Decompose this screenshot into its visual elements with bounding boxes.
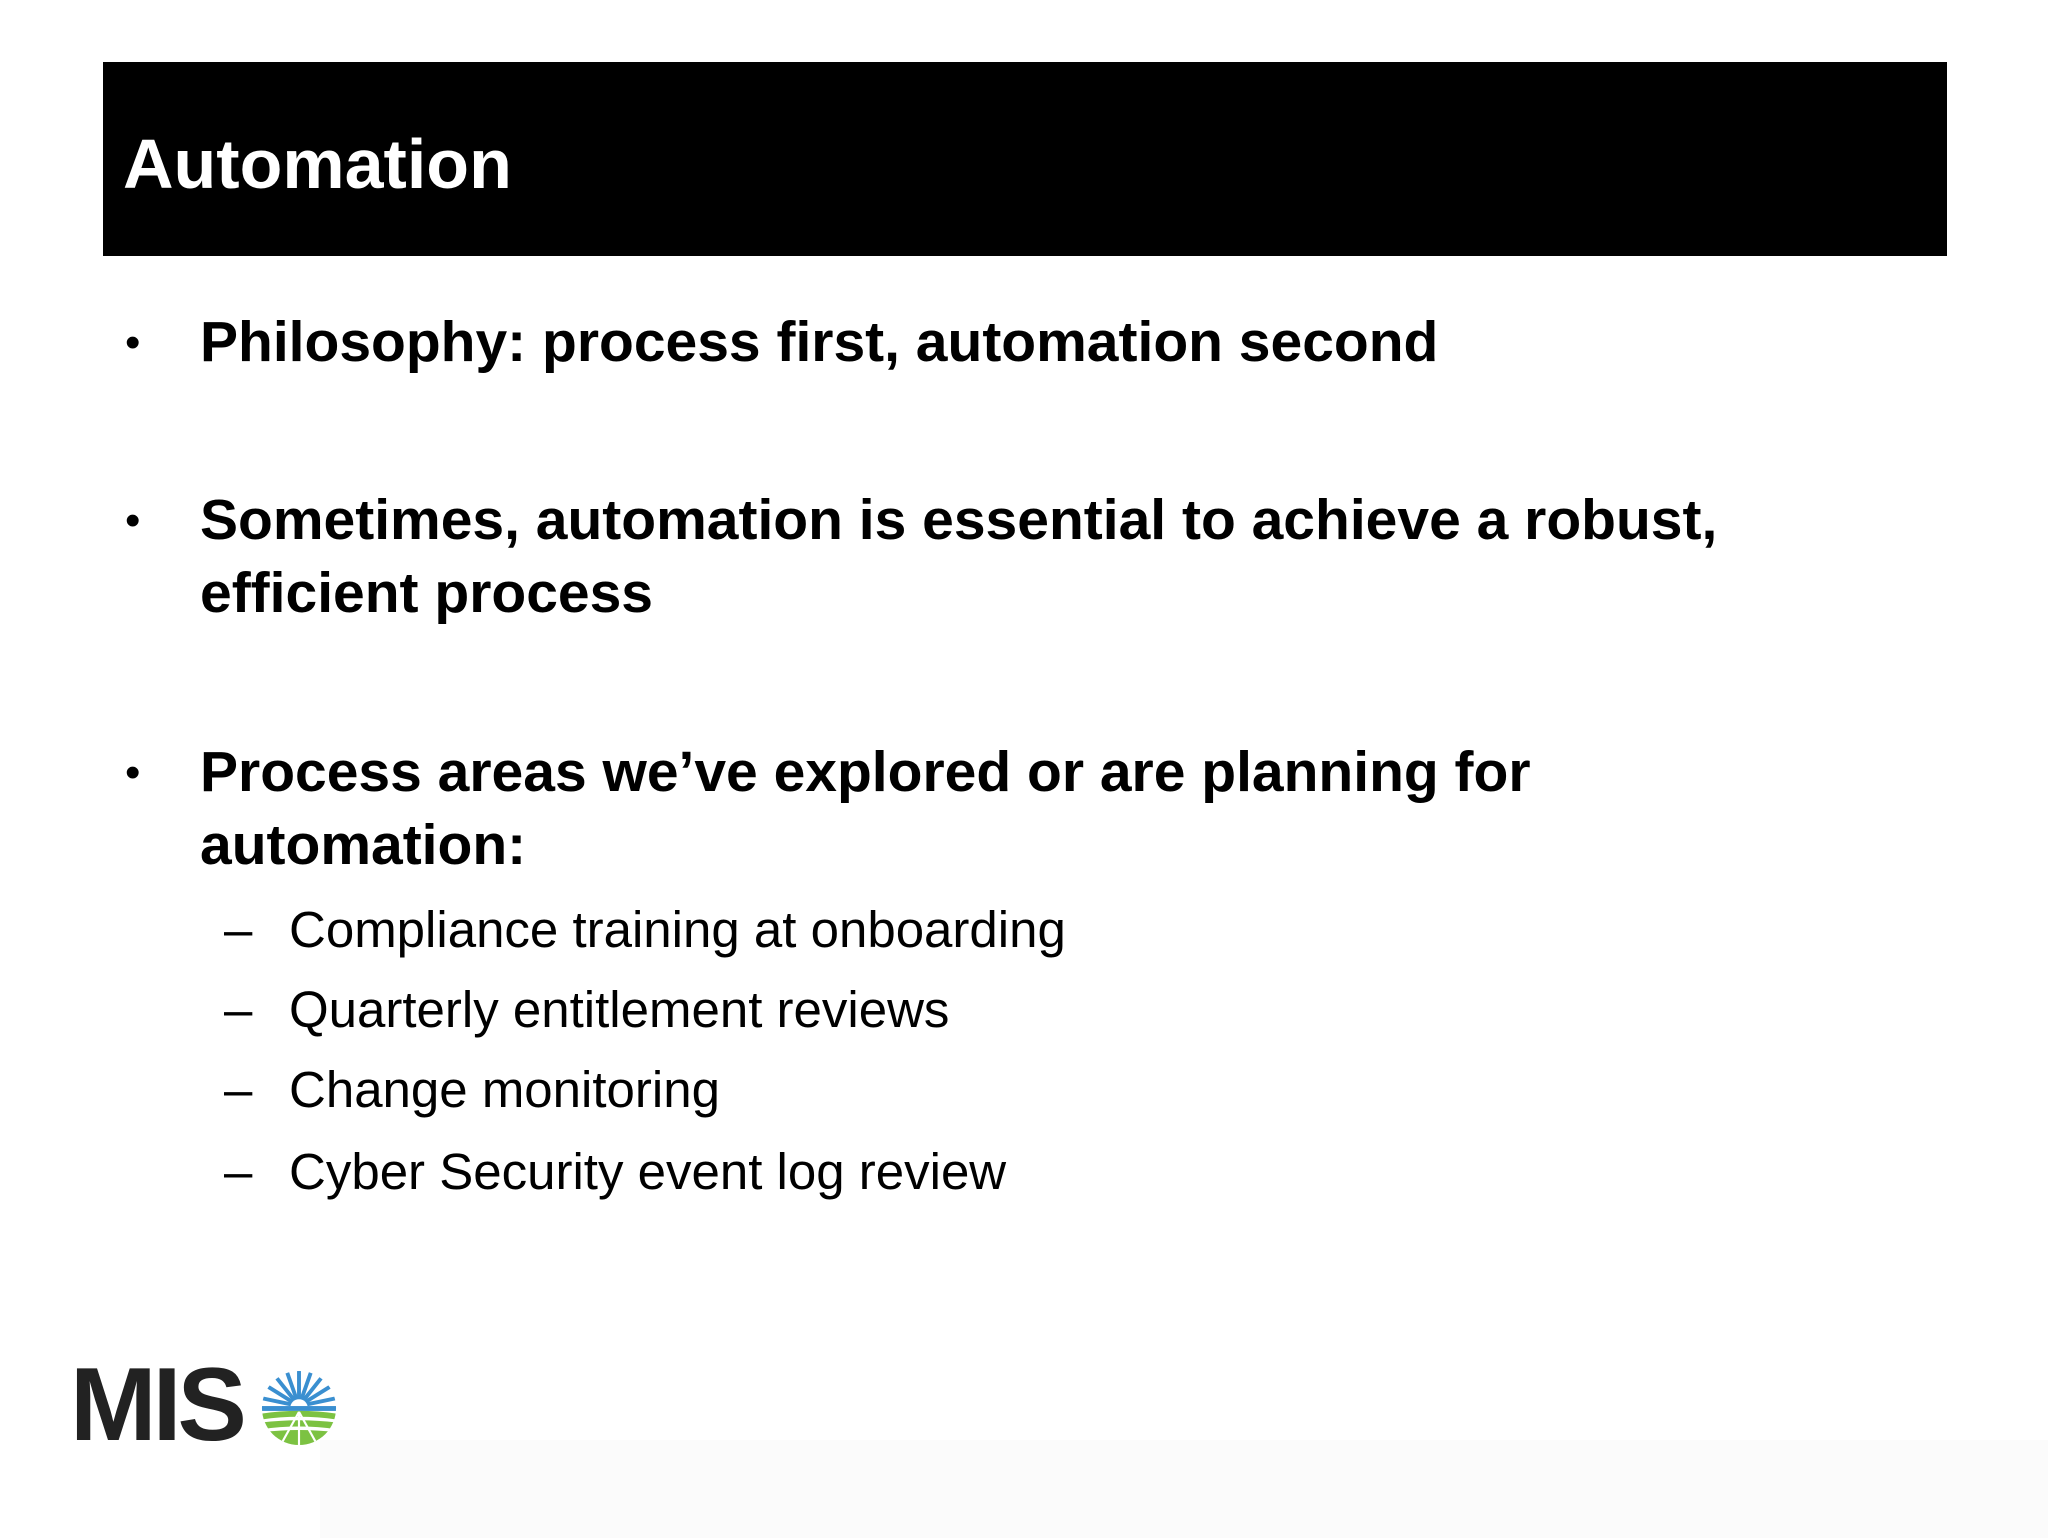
sub-marker: – <box>224 981 253 1038</box>
bullet-item <box>125 306 1925 379</box>
sunburst-globe-icon <box>260 1369 338 1447</box>
slide-title: Automation <box>123 125 512 203</box>
sub-marker: – <box>224 1143 253 1200</box>
bullet-text: Philosophy: process first, automation second <box>200 310 1439 374</box>
miso-logo <box>70 1347 340 1463</box>
bullet-text: Process areas we’ve explored or are planning for automation: <box>200 740 1531 877</box>
title-bar <box>103 62 1947 256</box>
sub-item-text: Cyber Security event log review <box>289 1143 1007 1200</box>
bullet-item <box>125 484 1925 630</box>
sub-marker: – <box>224 901 253 958</box>
bullet-marker: • <box>125 748 141 797</box>
bullet-item <box>125 736 1925 882</box>
sub-item-text: Change monitoring <box>289 1061 720 1118</box>
logo-letters: MIS <box>70 1347 243 1463</box>
bullet-marker: • <box>125 318 141 367</box>
bullet-marker: • <box>125 496 141 545</box>
bullet-text: Sometimes, automation is essential to achieve a robust, efficient process <box>200 488 1718 625</box>
sub-item-text: Quarterly entitlement reviews <box>289 981 950 1038</box>
footer-shade <box>320 1440 2048 1538</box>
sub-item-text: Compliance training at onboarding <box>289 901 1066 958</box>
sub-marker: – <box>224 1061 253 1118</box>
